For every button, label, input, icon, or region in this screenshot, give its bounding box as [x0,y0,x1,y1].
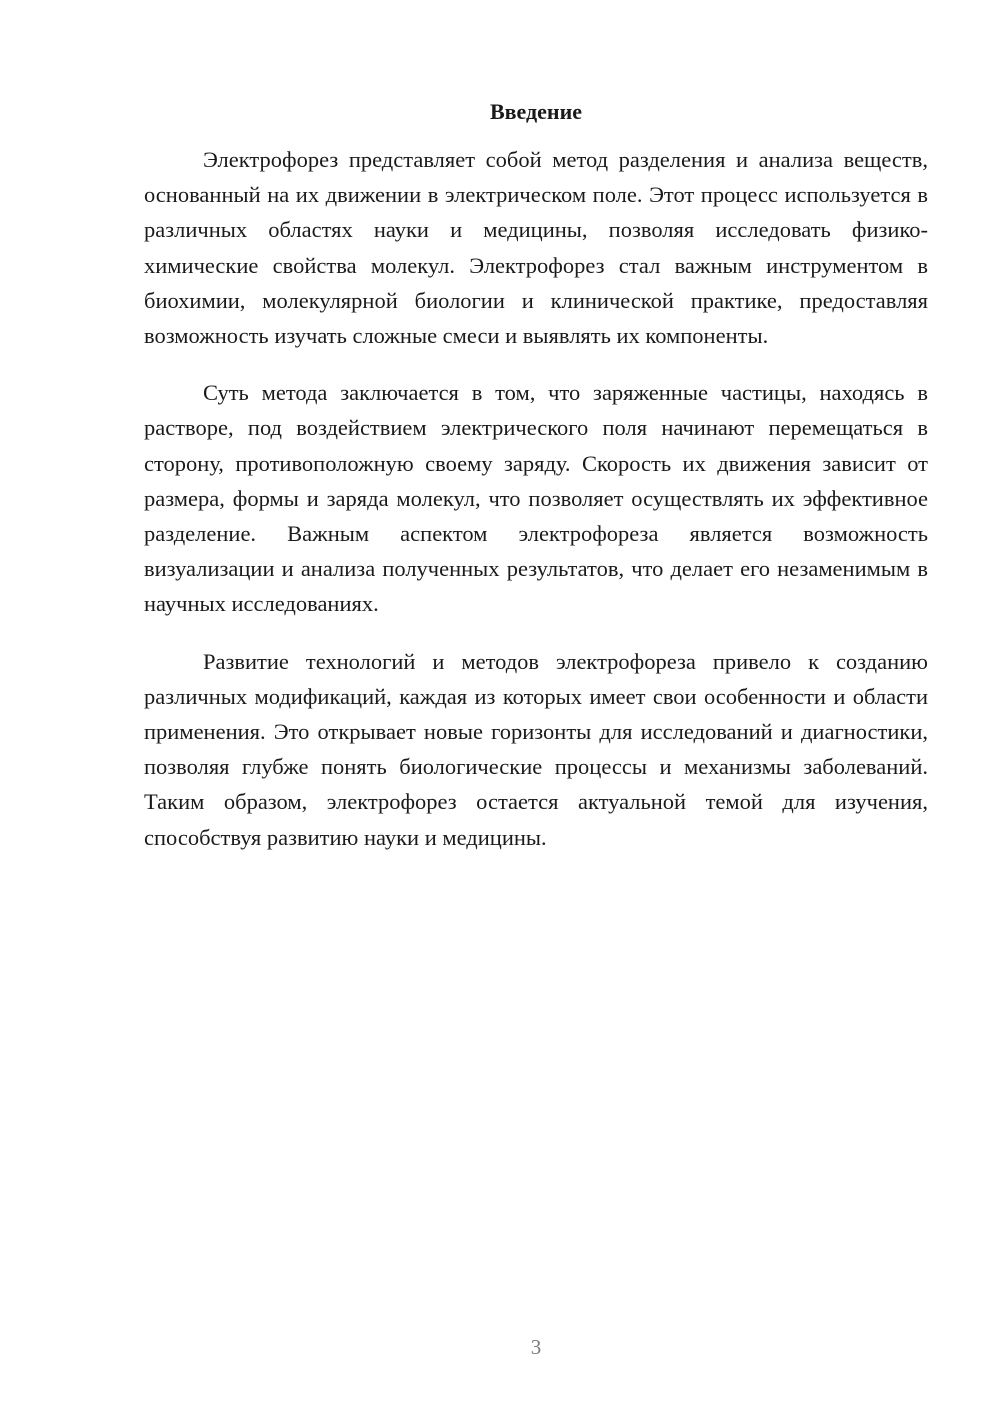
paragraph-1: Электрофорез представляет собой метод разделения и анализа веществ, основанный на их движении в электрическом поле. Этот процесс используется в различных областях науки и медицины, позволяя исследовать физико-химические свойства молекул. Электрофорез стал важным инструментом в биохимии, молекулярной биологии и клинической практике, предоставляя возможность изучать сложные смеси и выявлять их компоненты. [144,147,928,349]
page-title: Введение [489,99,583,124]
body-text [144,142,928,877]
paragraph-3: Развитие технологий и методов электрофореза привело к созданию различных модификаций, каждая из которых имеет свои особенности и области применения. Это открывает новые горизонты для исследований и диагностики, позволяя глубже понять биологические процессы и механизмы заболеваний. Таким образом, электрофорез остается актуальной темой для изучения, способствуя развитию науки и медицины. [144,648,928,850]
paragraph-2: Суть метода заключается в том, что заряженные частицы, находясь в растворе, под воздействием электрического поля начинают перемещаться в сторону, противоположную своему заряду. Скорость их движения зависит от размера, формы и заряда молекул, что позволяет осуществлять их эффективное разделение. Важным аспектом электрофореза является возможность визуализации и анализа полученных результатов, что делает его незаменимым в научных исследованиях. [144,380,928,617]
page-number: 3 [530,1335,542,1359]
